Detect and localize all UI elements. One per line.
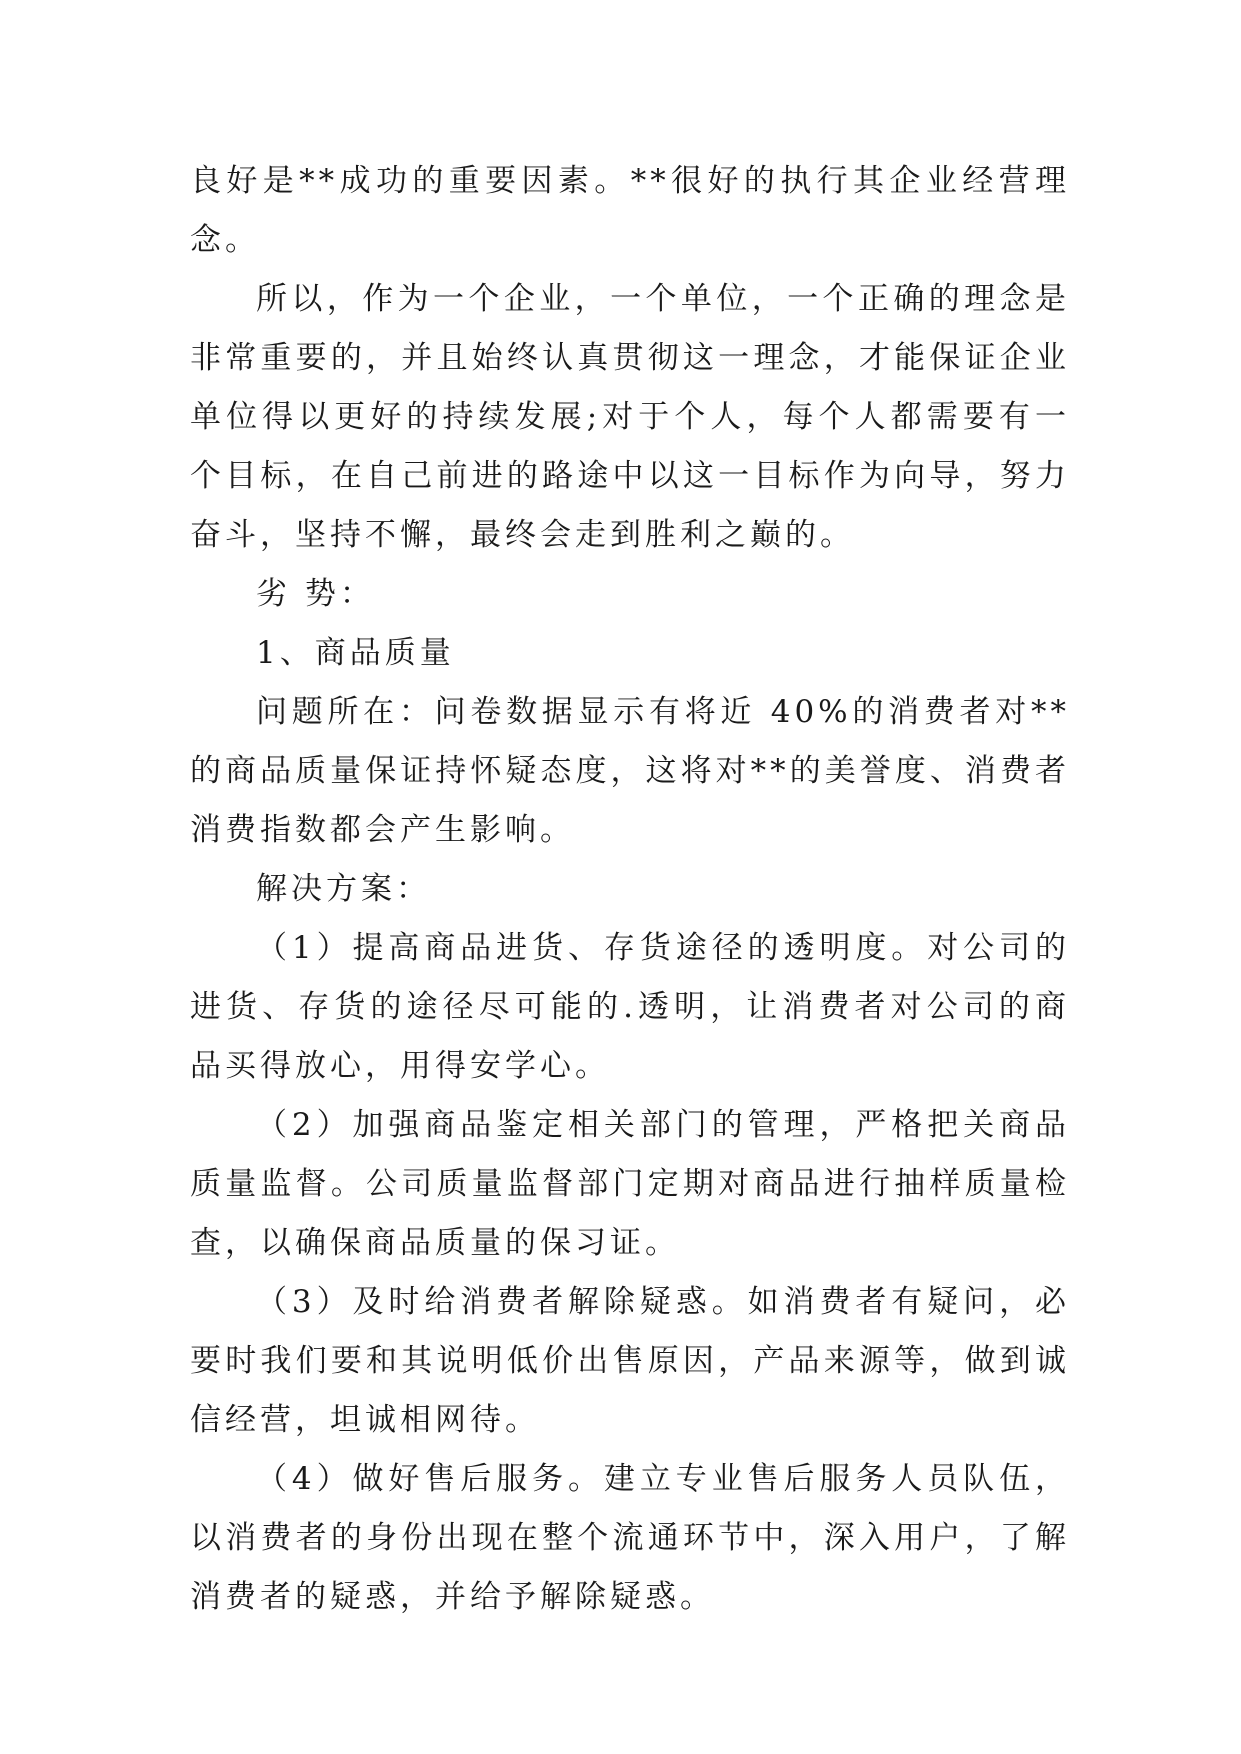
solution-item-1: （1）提高商品进货、存货途径的透明度。对公司的进货、存货的途径尽可能的.透明，让消费者对公司的商品买得放心，用得安学心。 [190, 930, 1070, 1084]
subheading-solutions: 解决方案： [256, 871, 431, 907]
subheading-product-quality: 1、商品质量 [256, 635, 455, 671]
paragraph-intro-continuation: 良好是**成功的重要因素。**很好的执行其企业经营理念。 [190, 163, 1070, 258]
section-heading-weaknesses: 劣 势： [256, 576, 375, 612]
solution-item-2: （2）加强商品鉴定相关部门的管理，严格把关商品质量监督。公司质量监督部门定期对商品进行抽样质量检查，以确保商品质量的保习证。 [190, 1107, 1070, 1261]
solution-item-4: （4）做好售后服务。建立专业售后服务人员队伍，以消费者的身份出现在整个流通环节中，深入用户，了解消费者的疑惑，并给予解除疑惑。 [190, 1461, 1070, 1615]
paragraph-philosophy: 所以，作为一个企业，一个单位，一个正确的理念是非常重要的，并且始终认真贯彻这一理念，才能保证企业单位得以更好的持续发展;对于个人，每个人都需要有一个目标，在自己前进的路途中以这一目标作为向导，努力奋斗，坚持不懈，最终会走到胜利之巅的。 [190, 281, 1070, 553]
document-body [190, 152, 1070, 1627]
solution-item-3: （3）及时给消费者解除疑惑。如消费者有疑问，必要时我们要和其说明低价出售原因，产品来源等，做到诚信经营，坦诚相网待。 [190, 1284, 1070, 1438]
paragraph-problem: 问题所在：问卷数据显示有将近 40%的消费者对**的商品质量保证持怀疑态度，这将对**的美誉度、消费者消费指数都会产生影响。 [190, 694, 1070, 848]
